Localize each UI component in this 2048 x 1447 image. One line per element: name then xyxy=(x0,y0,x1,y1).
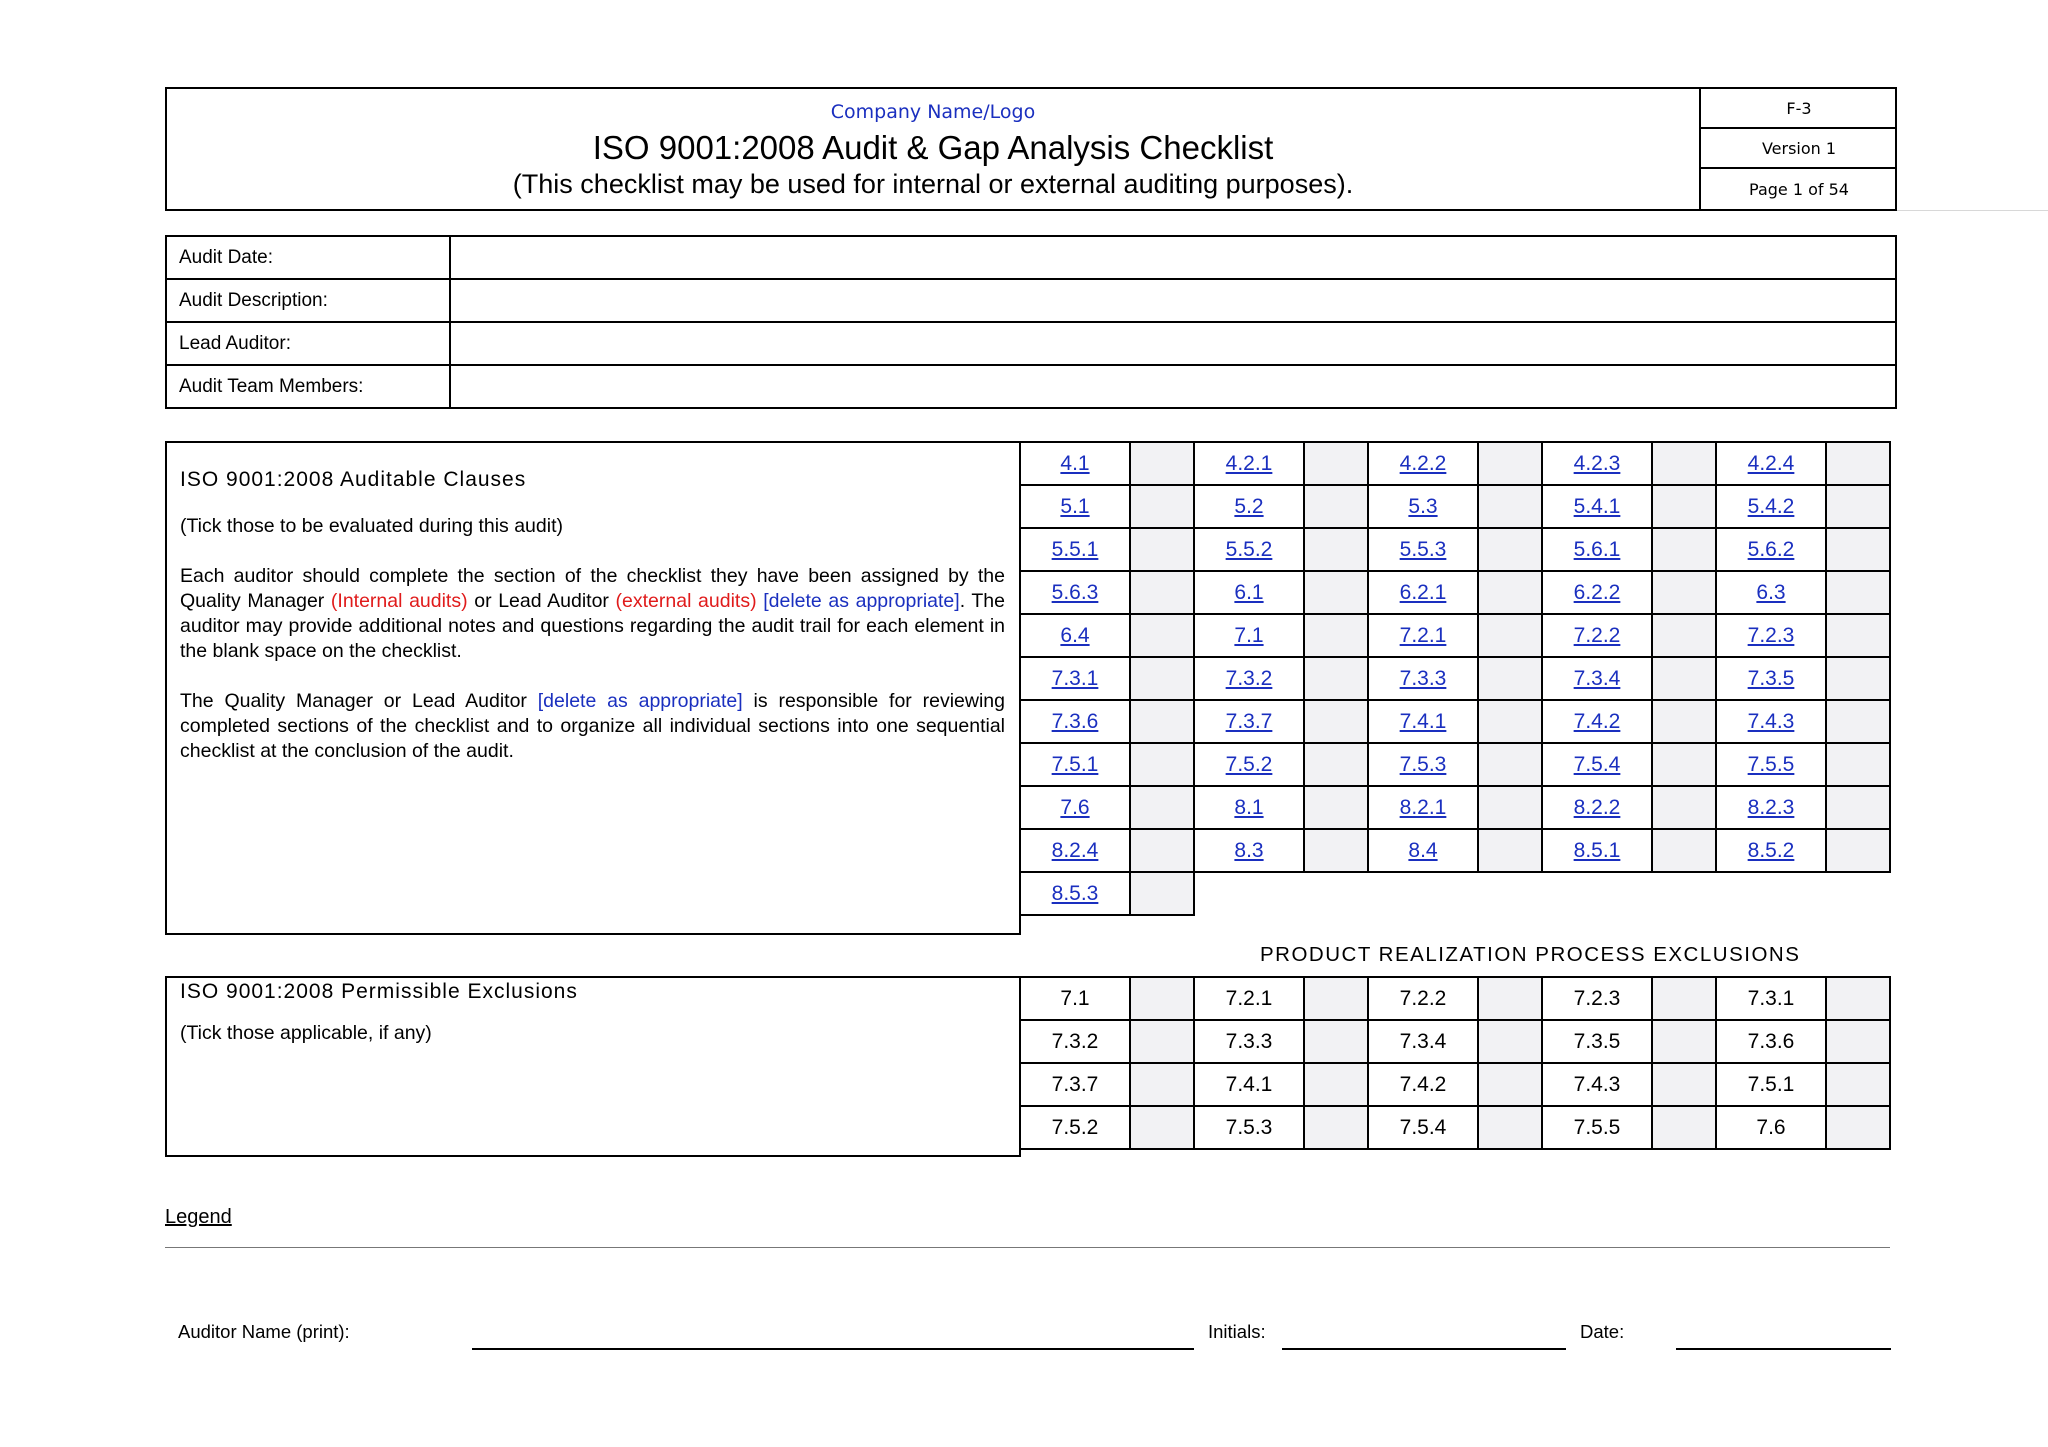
tick-box[interactable] xyxy=(1652,1106,1716,1149)
clause-row xyxy=(1020,977,1890,1020)
tick-box[interactable] xyxy=(1130,1106,1194,1149)
clause-code-cell xyxy=(1194,657,1304,700)
tick-box[interactable] xyxy=(1826,614,1890,657)
clause-code-cell xyxy=(1542,1063,1652,1106)
clause-code-cell xyxy=(1020,442,1130,485)
clause-code-cell xyxy=(1716,829,1826,872)
tick-box[interactable] xyxy=(1826,1106,1890,1149)
tick-box[interactable] xyxy=(1130,700,1194,743)
audit-date-row xyxy=(166,236,1896,279)
clause-link[interactable]: 8.3 xyxy=(1234,838,1264,862)
tick-box[interactable] xyxy=(1478,829,1542,872)
clause-code-cell xyxy=(1194,700,1304,743)
clause-code-cell xyxy=(1368,1063,1478,1106)
clause-link[interactable]: 8.1 xyxy=(1234,795,1264,819)
tick-box[interactable] xyxy=(1826,485,1890,528)
exclusion-code: 7.5.1 xyxy=(1747,1072,1795,1096)
clause-code-cell xyxy=(1194,614,1304,657)
clause-code-cell xyxy=(1716,614,1826,657)
clause-code-cell xyxy=(1716,571,1826,614)
clause-link[interactable]: 6.2.1 xyxy=(1399,580,1447,604)
tick-box[interactable] xyxy=(1304,1063,1368,1106)
lead-auditor-field[interactable] xyxy=(450,322,1896,365)
tick-box[interactable] xyxy=(1130,872,1194,915)
tick-box[interactable] xyxy=(1304,614,1368,657)
tick-box[interactable] xyxy=(1652,743,1716,786)
clause-code-cell xyxy=(1542,743,1652,786)
exclusion-code: 7.1 xyxy=(1060,986,1090,1010)
tick-box[interactable] xyxy=(1652,786,1716,829)
tick-box[interactable] xyxy=(1652,700,1716,743)
tick-box[interactable] xyxy=(1304,786,1368,829)
clause-link[interactable]: 7.3.5 xyxy=(1747,666,1795,690)
legend-divider xyxy=(165,1247,1890,1248)
permissible-exclusions-grid xyxy=(1019,976,1891,1150)
tick-box[interactable] xyxy=(1826,829,1890,872)
tick-box[interactable] xyxy=(1478,786,1542,829)
clause-code-cell xyxy=(1542,614,1652,657)
clause-code-cell xyxy=(1194,528,1304,571)
clause-code-cell xyxy=(1020,829,1130,872)
tick-box[interactable] xyxy=(1826,442,1890,485)
exclusion-code: 7.3.6 xyxy=(1747,1029,1795,1053)
clause-link[interactable]: 8.2.4 xyxy=(1051,838,1099,862)
tick-box[interactable] xyxy=(1304,743,1368,786)
clause-code-cell xyxy=(1368,614,1478,657)
clause-code-cell xyxy=(1716,700,1826,743)
clause-code-cell xyxy=(1542,977,1652,1020)
clause-code-cell xyxy=(1368,571,1478,614)
clause-code-cell xyxy=(1542,442,1652,485)
clause-code-cell xyxy=(1194,571,1304,614)
exclusion-code: 7.5.5 xyxy=(1573,1115,1621,1139)
tick-box[interactable] xyxy=(1478,1063,1542,1106)
date-field[interactable] xyxy=(1676,1348,1891,1350)
clause-link[interactable]: 8.2.2 xyxy=(1573,795,1621,819)
clause-link[interactable]: 7.2.1 xyxy=(1399,623,1447,647)
clause-row xyxy=(1020,657,1890,700)
auditor-name-field[interactable] xyxy=(472,1348,1194,1350)
exclusion-code: 7.5.3 xyxy=(1225,1115,1273,1139)
auditable-clauses-grid xyxy=(1019,441,1891,916)
tick-box[interactable] xyxy=(1652,977,1716,1020)
clause-code-cell xyxy=(1542,1020,1652,1063)
tick-box[interactable] xyxy=(1652,614,1716,657)
clause-row xyxy=(1020,743,1890,786)
header-meta xyxy=(1699,89,1897,209)
clause-code-cell xyxy=(1542,1106,1652,1149)
clause-link[interactable]: 8.5.2 xyxy=(1747,838,1795,862)
clause-link[interactable]: 6.1 xyxy=(1234,580,1264,604)
lead-auditor-label: Lead Auditor: xyxy=(166,322,450,365)
legend-label: Legend xyxy=(165,1206,232,1228)
clause-code-cell xyxy=(1020,977,1130,1020)
clause-code-cell xyxy=(1020,485,1130,528)
clause-code-cell xyxy=(1716,977,1826,1020)
clause-link[interactable]: 5.4.2 xyxy=(1747,494,1795,518)
tick-box[interactable] xyxy=(1304,571,1368,614)
tick-box[interactable] xyxy=(1478,700,1542,743)
clause-link[interactable]: 4.2.4 xyxy=(1747,451,1795,475)
clause-code-cell xyxy=(1368,700,1478,743)
version-label: Version 1 xyxy=(1701,129,1897,169)
clause-link[interactable]: 5.6.3 xyxy=(1051,580,1099,604)
initials-field[interactable] xyxy=(1282,1348,1566,1350)
exclusion-code: 7.4.1 xyxy=(1225,1072,1273,1096)
tick-box[interactable] xyxy=(1826,700,1890,743)
tick-box[interactable] xyxy=(1652,829,1716,872)
exclusion-code: 7.2.1 xyxy=(1225,986,1273,1010)
tick-box[interactable] xyxy=(1304,829,1368,872)
tick-box[interactable] xyxy=(1478,614,1542,657)
instructions-text: is responsible for reviewing completed sections of the checklist and to organize all individual sections into one sequential checklist at the conclusion of the audit. xyxy=(180,690,1005,762)
tick-box[interactable] xyxy=(1130,571,1194,614)
tick-box[interactable] xyxy=(1304,442,1368,485)
clause-code-cell xyxy=(1194,485,1304,528)
clause-code-cell xyxy=(1194,1106,1304,1149)
exclusion-code: 7.3.2 xyxy=(1051,1029,1099,1053)
exclusion-code: 7.2.3 xyxy=(1573,986,1621,1010)
tick-box[interactable] xyxy=(1478,743,1542,786)
exclusion-code: 7.3.1 xyxy=(1747,986,1795,1010)
exclusion-code: 7.3.4 xyxy=(1399,1029,1447,1053)
clause-link[interactable]: 8.4 xyxy=(1408,838,1438,862)
clause-link[interactable]: 8.5.1 xyxy=(1573,838,1621,862)
tick-box[interactable] xyxy=(1478,485,1542,528)
tick-box[interactable] xyxy=(1478,1020,1542,1063)
clause-row xyxy=(1020,1020,1890,1063)
tick-box[interactable] xyxy=(1304,1106,1368,1149)
clause-row xyxy=(1020,829,1890,872)
clause-code-cell xyxy=(1716,1020,1826,1063)
tick-box[interactable] xyxy=(1652,1020,1716,1063)
clause-link[interactable]: 7.3.7 xyxy=(1225,709,1273,733)
clause-link[interactable]: 7.4.3 xyxy=(1747,709,1795,733)
clause-code-cell xyxy=(1716,1106,1826,1149)
instructions-text: Each auditor should complete the section of the checklist they have been assigned by the Quality Manager xyxy=(180,565,1005,612)
exclusion-code: 7.2.2 xyxy=(1399,986,1447,1010)
tick-box[interactable] xyxy=(1478,977,1542,1020)
clause-code-cell xyxy=(1368,657,1478,700)
tick-box[interactable] xyxy=(1478,657,1542,700)
clause-link[interactable]: 5.1 xyxy=(1060,494,1090,518)
tick-box[interactable] xyxy=(1304,657,1368,700)
clause-code-cell xyxy=(1020,743,1130,786)
clause-row xyxy=(1020,485,1890,528)
document-subtitle: (This checklist may be used for internal or external auditing purposes). xyxy=(512,169,1354,199)
clause-link[interactable]: 8.2.3 xyxy=(1747,795,1795,819)
tick-box[interactable] xyxy=(1130,786,1194,829)
clause-code-cell xyxy=(1020,528,1130,571)
clause-link[interactable]: 5.5.2 xyxy=(1225,537,1273,561)
clause-row xyxy=(1020,872,1890,915)
clause-code-cell xyxy=(1020,872,1130,915)
exclusion-code: 7.4.3 xyxy=(1573,1072,1621,1096)
clause-link[interactable]: 4.2.1 xyxy=(1225,451,1273,475)
tick-box[interactable] xyxy=(1478,571,1542,614)
instructions-text: or Lead Auditor xyxy=(467,590,616,612)
clause-link[interactable]: 7.3.6 xyxy=(1051,709,1099,733)
delete-as-appropriate-note: [delete as appropriate] xyxy=(763,590,960,612)
tick-box[interactable] xyxy=(1652,442,1716,485)
audit-description-row xyxy=(166,279,1896,322)
product-realization-exclusions-label: PRODUCT REALIZATION PROCESS EXCLUSIONS xyxy=(1260,943,1801,966)
clause-code-cell xyxy=(1716,786,1826,829)
auditor-name-label: Auditor Name (print): xyxy=(178,1321,350,1342)
tick-box[interactable] xyxy=(1826,743,1890,786)
clause-code-cell xyxy=(1716,442,1826,485)
audit-team-row xyxy=(166,365,1896,408)
clause-link[interactable]: 8.2.1 xyxy=(1399,795,1447,819)
auditable-clauses-description xyxy=(165,441,1021,935)
tick-box[interactable] xyxy=(1130,657,1194,700)
audit-team-field[interactable] xyxy=(450,365,1896,408)
clause-link[interactable]: 7.5.4 xyxy=(1573,752,1621,776)
clause-code-cell xyxy=(1716,485,1826,528)
clause-link[interactable]: 5.4.1 xyxy=(1573,494,1621,518)
tick-box[interactable] xyxy=(1652,485,1716,528)
audit-date-label: Audit Date: xyxy=(166,236,450,279)
clause-code-cell xyxy=(1368,1106,1478,1149)
instructions-text: The Quality Manager or Lead Auditor xyxy=(180,690,538,712)
tick-box[interactable] xyxy=(1130,614,1194,657)
tick-box[interactable] xyxy=(1652,571,1716,614)
exclusion-code: 7.6 xyxy=(1756,1115,1786,1139)
exclusion-code: 7.3.7 xyxy=(1051,1072,1099,1096)
audit-date-field[interactable] xyxy=(450,236,1896,279)
clause-link[interactable]: 5.2 xyxy=(1234,494,1264,518)
clause-row xyxy=(1020,786,1890,829)
exclusion-code: 7.4.2 xyxy=(1399,1072,1447,1096)
clause-code-cell xyxy=(1368,1020,1478,1063)
clause-code-cell xyxy=(1716,657,1826,700)
page-number: Page 1 of 54 xyxy=(1749,179,1849,199)
clause-link[interactable]: 7.4.1 xyxy=(1399,709,1447,733)
clause-code-cell xyxy=(1020,571,1130,614)
clause-link[interactable]: 7.2.3 xyxy=(1747,623,1795,647)
initials-label: Initials: xyxy=(1208,1321,1266,1342)
clause-row xyxy=(1020,528,1890,571)
audit-team-label: Audit Team Members: xyxy=(166,365,450,408)
clause-link[interactable]: 7.5.1 xyxy=(1051,752,1099,776)
audit-description-field[interactable] xyxy=(450,279,1896,322)
tick-box[interactable] xyxy=(1826,786,1890,829)
clause-code-cell xyxy=(1020,657,1130,700)
tick-box[interactable] xyxy=(1304,1020,1368,1063)
auditable-clauses-tick-note: (Tick those to be evaluated during this audit) xyxy=(180,515,563,537)
clause-link[interactable]: 4.1 xyxy=(1060,451,1090,475)
tick-box[interactable] xyxy=(1652,1063,1716,1106)
clause-link[interactable]: 7.5.2 xyxy=(1225,752,1273,776)
clause-code-cell xyxy=(1542,528,1652,571)
clause-link[interactable]: 7.3.2 xyxy=(1225,666,1273,690)
external-audits-note: (external audits) xyxy=(615,590,757,612)
tick-box[interactable] xyxy=(1478,1106,1542,1149)
clause-link[interactable]: 7.5.3 xyxy=(1399,752,1447,776)
tick-box[interactable] xyxy=(1130,743,1194,786)
instructions-text: . The auditor may provide additional notes and questions regarding the audit trail for each element in the blank space on the checklist. xyxy=(180,590,1005,662)
clause-code-cell xyxy=(1194,977,1304,1020)
clause-code-cell xyxy=(1020,786,1130,829)
header-rule xyxy=(1897,210,2048,211)
clause-link[interactable]: 7.3.3 xyxy=(1399,666,1447,690)
tick-box[interactable] xyxy=(1826,977,1890,1020)
clause-code-cell xyxy=(1368,829,1478,872)
clause-code-cell xyxy=(1020,1020,1130,1063)
clause-code-cell xyxy=(1542,829,1652,872)
clause-code-cell xyxy=(1542,657,1652,700)
clause-code-cell xyxy=(1716,1063,1826,1106)
clause-code-cell xyxy=(1020,1063,1130,1106)
document-header xyxy=(165,87,1897,211)
clause-link[interactable]: 7.5.5 xyxy=(1747,752,1795,776)
clause-link[interactable]: 5.3 xyxy=(1408,494,1438,518)
clause-code-cell xyxy=(1020,614,1130,657)
delete-as-appropriate-note: [delete as appropriate] xyxy=(537,690,743,712)
tick-box[interactable] xyxy=(1478,442,1542,485)
clause-code-cell xyxy=(1542,700,1652,743)
clause-code-cell xyxy=(1368,485,1478,528)
company-name-logo: Company Name/Logo xyxy=(830,101,1036,123)
clause-link[interactable]: 6.3 xyxy=(1756,580,1786,604)
clause-row xyxy=(1020,442,1890,485)
tick-box[interactable] xyxy=(1130,977,1194,1020)
exclusion-code: 7.3.3 xyxy=(1225,1029,1273,1053)
clause-link[interactable]: 5.5.3 xyxy=(1399,537,1447,561)
permissible-exclusions-heading: ISO 9001:2008 Permissible Exclusions xyxy=(180,980,578,1003)
lead-auditor-row xyxy=(166,322,1896,365)
clause-code-cell xyxy=(1368,977,1478,1020)
reviewer-instructions xyxy=(180,689,1005,764)
audit-description-label: Audit Description: xyxy=(166,279,450,322)
clause-link[interactable]: 7.2.2 xyxy=(1573,623,1621,647)
tick-box[interactable] xyxy=(1304,700,1368,743)
clause-link[interactable]: 7.3.1 xyxy=(1051,666,1099,690)
audit-info-table xyxy=(165,235,1897,409)
exclusion-code: 7.5.2 xyxy=(1051,1115,1099,1139)
clause-link[interactable]: 6.4 xyxy=(1060,623,1090,647)
clause-row xyxy=(1020,571,1890,614)
clause-code-cell xyxy=(1020,700,1130,743)
tick-box[interactable] xyxy=(1130,829,1194,872)
clause-code-cell xyxy=(1194,829,1304,872)
auditable-clauses-heading: ISO 9001:2008 Auditable Clauses xyxy=(180,468,527,491)
internal-audits-note: (Internal audits) xyxy=(330,590,468,612)
exclusion-code: 7.5.4 xyxy=(1399,1115,1447,1139)
clause-link[interactable]: 4.2.3 xyxy=(1573,451,1621,475)
tick-box[interactable] xyxy=(1130,528,1194,571)
clause-link[interactable]: 5.6.1 xyxy=(1573,537,1621,561)
clause-link[interactable]: 7.6 xyxy=(1060,795,1090,819)
clause-link[interactable]: 5.6.2 xyxy=(1747,537,1795,561)
tick-box[interactable] xyxy=(1652,528,1716,571)
tick-box[interactable] xyxy=(1304,977,1368,1020)
header-title-block xyxy=(167,89,1699,209)
clause-code-cell xyxy=(1542,786,1652,829)
clause-code-cell xyxy=(1542,485,1652,528)
clause-code-cell xyxy=(1368,786,1478,829)
clause-code-cell xyxy=(1194,1063,1304,1106)
clause-code-cell xyxy=(1194,442,1304,485)
tick-box[interactable] xyxy=(1652,657,1716,700)
clause-row xyxy=(1020,1063,1890,1106)
clause-code-cell xyxy=(1194,786,1304,829)
exclusion-code: 7.3.5 xyxy=(1573,1029,1621,1053)
tick-box[interactable] xyxy=(1826,571,1890,614)
document-title: ISO 9001:2008 Audit & Gap Analysis Checklist xyxy=(592,129,1274,166)
form-id: F-3 xyxy=(1701,89,1897,129)
tick-box[interactable] xyxy=(1130,1063,1194,1106)
date-label: Date: xyxy=(1580,1321,1625,1342)
tick-box[interactable] xyxy=(1826,1020,1890,1063)
clause-code-cell xyxy=(1716,528,1826,571)
clause-link[interactable]: 7.3.4 xyxy=(1573,666,1621,690)
clause-code-cell xyxy=(1194,743,1304,786)
auditor-instructions xyxy=(180,564,1005,664)
clause-link[interactable]: 6.2.2 xyxy=(1573,580,1621,604)
clause-row xyxy=(1020,614,1890,657)
tick-box[interactable] xyxy=(1130,442,1194,485)
permissible-exclusions-description xyxy=(165,976,1021,1157)
clause-link[interactable]: 8.5.3 xyxy=(1051,881,1099,905)
permissible-exclusions-tick-note: (Tick those applicable, if any) xyxy=(180,1022,432,1044)
clause-code-cell xyxy=(1368,528,1478,571)
clause-link[interactable]: 7.4.2 xyxy=(1573,709,1621,733)
clause-code-cell xyxy=(1020,1106,1130,1149)
clause-link[interactable]: 7.1 xyxy=(1234,623,1264,647)
clause-link[interactable]: 4.2.2 xyxy=(1399,451,1447,475)
tick-box[interactable] xyxy=(1130,485,1194,528)
tick-box[interactable] xyxy=(1826,1063,1890,1106)
clause-link[interactable]: 5.5.1 xyxy=(1051,537,1099,561)
clause-row xyxy=(1020,1106,1890,1149)
clause-row xyxy=(1020,700,1890,743)
clause-code-cell xyxy=(1716,743,1826,786)
clause-code-cell xyxy=(1368,743,1478,786)
clause-code-cell xyxy=(1542,571,1652,614)
clause-code-cell xyxy=(1194,1020,1304,1063)
tick-box[interactable] xyxy=(1304,528,1368,571)
tick-box[interactable] xyxy=(1826,528,1890,571)
tick-box[interactable] xyxy=(1826,657,1890,700)
tick-box[interactable] xyxy=(1304,485,1368,528)
tick-box[interactable] xyxy=(1130,1020,1194,1063)
clause-code-cell xyxy=(1368,442,1478,485)
tick-box[interactable] xyxy=(1478,528,1542,571)
